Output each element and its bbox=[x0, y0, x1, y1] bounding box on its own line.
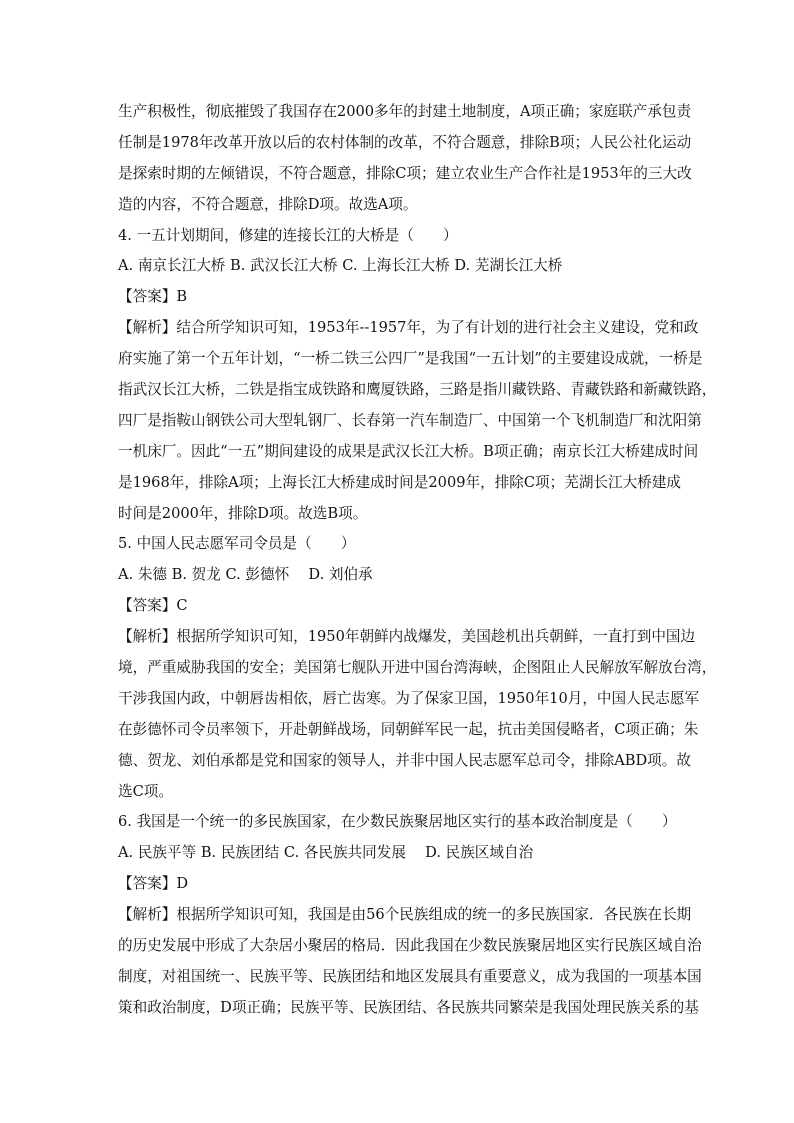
text-line: 【解析】根据所学知识可知，我国是由56个民族组成的统一的多民族国家．各民族在长期 bbox=[118, 906, 692, 924]
text-line: 【答案】B bbox=[118, 288, 188, 306]
text-line: 时间是2000年，排除D项。故选B项。 bbox=[118, 504, 368, 522]
text-line: 【答案】D bbox=[118, 875, 189, 893]
text-line: 一机床厂。因此“一五”期间建设的成果是武汉长江大桥。B项正确；南京长江大桥建成时间 bbox=[118, 442, 699, 460]
text-line: A. 朱德 B. 贺龙 C. 彭德怀 D. 刘伯承 bbox=[118, 566, 373, 584]
text-line: 任制是1978年改革开放以后的农村体制的改革，不符合题意，排除B项；人民公社化运动 bbox=[118, 133, 692, 151]
text-line: 的历史发展中形成了大杂居小聚居的格局．因此我国在少数民族聚居地区实行民族区域自治 bbox=[118, 937, 702, 955]
text-line: 是探索时期的左倾错误，不符合题意，排除C项；建立农业生产合作社是1953年的三大改 bbox=[118, 164, 692, 182]
text-line: 策和政治制度，D项正确；民族平等、民族团结、各民族共同繁荣是我国处理民族关系的基 bbox=[118, 998, 699, 1016]
text-line: 【答案】C bbox=[118, 597, 188, 615]
text-line: 是1968年，排除A项；上海长江大桥建成时间是2009年，排除C项；芜湖长江大桥建成 bbox=[118, 473, 681, 491]
text-line: 4. 一五计划期间，修建的连接长江的大桥是（ ） bbox=[118, 226, 458, 244]
text-line: 在彭德怀司令员率领下，开赴朝鲜战场，同朝鲜军民一起，抗击美国侵略者，C项正确；朱 bbox=[118, 720, 699, 738]
text-line: 【解析】结合所学知识可知，1953年--1957年，为了有计划的进行社会主义建设，党和政 bbox=[118, 319, 699, 337]
text-line: 德、贺龙、刘伯承都是党和国家的领导人，并非中国人民志愿军总司令，排除ABD项。故 bbox=[118, 751, 691, 769]
text-line: 造的内容，不符合题意，排除D项。故选A项。 bbox=[118, 195, 418, 213]
text-line: 生产积极性，彻底摧毁了我国存在2000多年的封建土地制度，A项正确；家庭联产承包责 bbox=[118, 103, 692, 120]
text-line: 四厂是指鞍山钢铁公司大型轧钢厂、长春第一汽车制造厂、中国第一个飞机制造厂和沈阳第 bbox=[118, 411, 702, 429]
text-line: 府实施了第一个五年计划，“一桥二铁三公四厂”是我国“一五计划”的主要建设成就，一桥是 bbox=[118, 350, 703, 368]
text-line: 干涉我国内政，中朝唇齿相依，唇亡齿寒。为了保家卫国，1950年10月，中国人民志愿军 bbox=[118, 689, 700, 707]
text-line: 制度，对祖国统一、民族平等、民族团结和地区发展具有重要意义，成为我国的一项基本国 bbox=[118, 967, 702, 985]
text-line: A. 民族平等 B. 民族团结 C. 各民族共同发展 D. 民族区域自治 bbox=[118, 844, 534, 862]
text-line: 6. 我国是一个统一的多民族国家，在少数民族聚居地区实行的基本政治制度是（ ） bbox=[118, 813, 677, 831]
text-line: 境，严重威胁我国的安全；美国第七舰队开进中国台湾海峡，企图阻止人民解放军解放台湾， bbox=[118, 659, 717, 677]
document-body bbox=[118, 97, 717, 1024]
text-line: 指武汉长江大桥，二铁是指宝成铁路和鹰厦铁路，三路是指川藏铁路、青藏铁路和新藏铁路， bbox=[118, 381, 717, 399]
text-line: 【解析】根据所学知识可知，1950年朝鲜内战爆发，美国趁机出兵朝鲜，一直打到中国边 bbox=[118, 628, 696, 646]
text-line: A. 南京长江大桥 B. 武汉长江大桥 C. 上海长江大桥 D. 芜湖长江大桥 bbox=[118, 257, 563, 275]
text-line: 5. 中国人民志愿军司令员是（ ） bbox=[118, 535, 356, 553]
text-line: 选C项。 bbox=[118, 782, 173, 800]
